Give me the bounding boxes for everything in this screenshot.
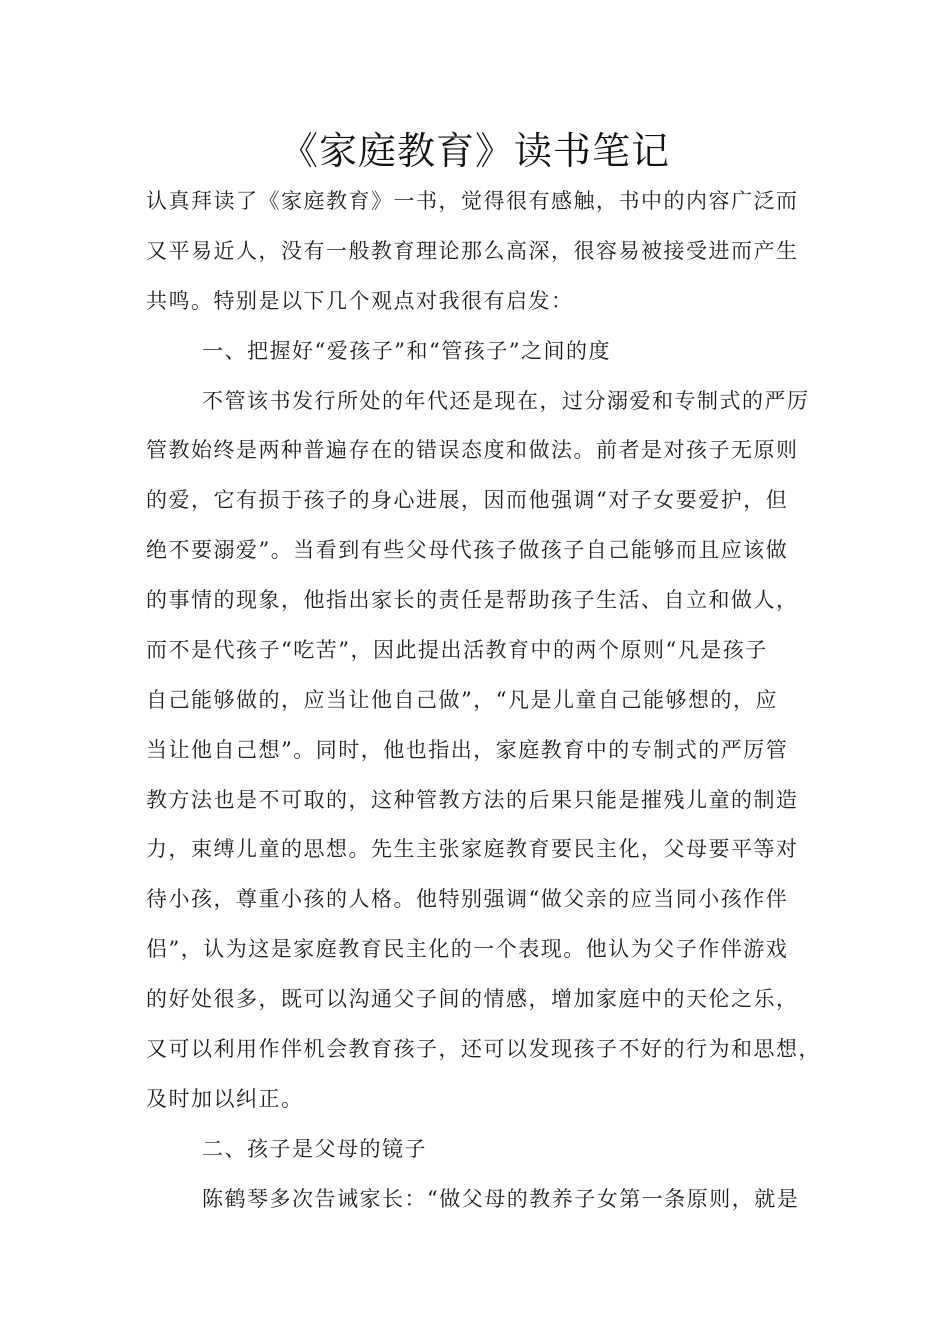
text-line: 力，束缚儿童的思想。先生主张家庭教育要民主化，父母要平等对 (146, 837, 799, 861)
text-line: 当让他自己想”。同时，他也指出，家庭教育中的专制式的严厉管 (146, 738, 789, 762)
text-line: 待小孩，尊重小孩的人格。他特别强调“做父亲的应当同小孩作伴 (146, 887, 789, 911)
text-line: 的事情的现象，他指出家长的责任是帮助孩子生活、自立和做人， (146, 588, 799, 612)
text-line: 绝不要溺爱”。当看到有些父母代孩子做孩子自己能够而且应该做 (146, 538, 789, 562)
section-heading: 一、把握好“爱孩子”和“管孩子”之间的度 (202, 339, 611, 363)
text-line: 不管该书发行所处的年代还是现在，过分溺爱和专制式的严厉 (202, 389, 810, 413)
text-line: 侣”，认为这是家庭教育民主化的一个表现。他认为父子作伴游戏 (146, 937, 789, 961)
text-line: 的好处很多，既可以沟通父子间的情感，增加家庭中的天伦之乐， (146, 987, 799, 1011)
document-title: 《家庭教育》读书笔记 (279, 129, 670, 173)
text-line: 及时加以纠正。 (146, 1087, 304, 1111)
text-line: 的爱，它有损于孩子的身心进展，因而他强调“对子女要爱护，但 (146, 488, 789, 512)
text-line: 而不是代孩子“吃苦”，因此提出活教育中的两个原则“凡是孩子 (146, 638, 768, 662)
text-line: 自己能够做的，应当让他自己做”，“凡是儿童自己能够想的，应 (146, 688, 778, 712)
text-line: 又平易近人，没有一般教育理论那么高深，很容易被接受进而产生 (146, 239, 799, 263)
text-line: 又可以利用作伴机会教育孩子，还可以发现孩子不好的行为和思想， (146, 1037, 821, 1061)
text-line: 管教始终是两种普遍存在的错误态度和做法。前者是对孩子无原则 (146, 438, 799, 462)
text-line: 陈鹤琴多次告诫家长：“做父母的教养子女第一条原则，就是 (202, 1187, 800, 1211)
text-line: 教方法也是不可取的，这种管教方法的后果只能是摧残儿童的制造 (146, 788, 799, 812)
text-line: 认真拜读了《家庭教育》一书，觉得很有感触，书中的内容广泛而 (146, 189, 799, 213)
text-line: 共鸣。特别是以下几个观点对我很有启发： (146, 289, 574, 313)
section-heading: 二、孩子是父母的镜子 (202, 1137, 427, 1161)
